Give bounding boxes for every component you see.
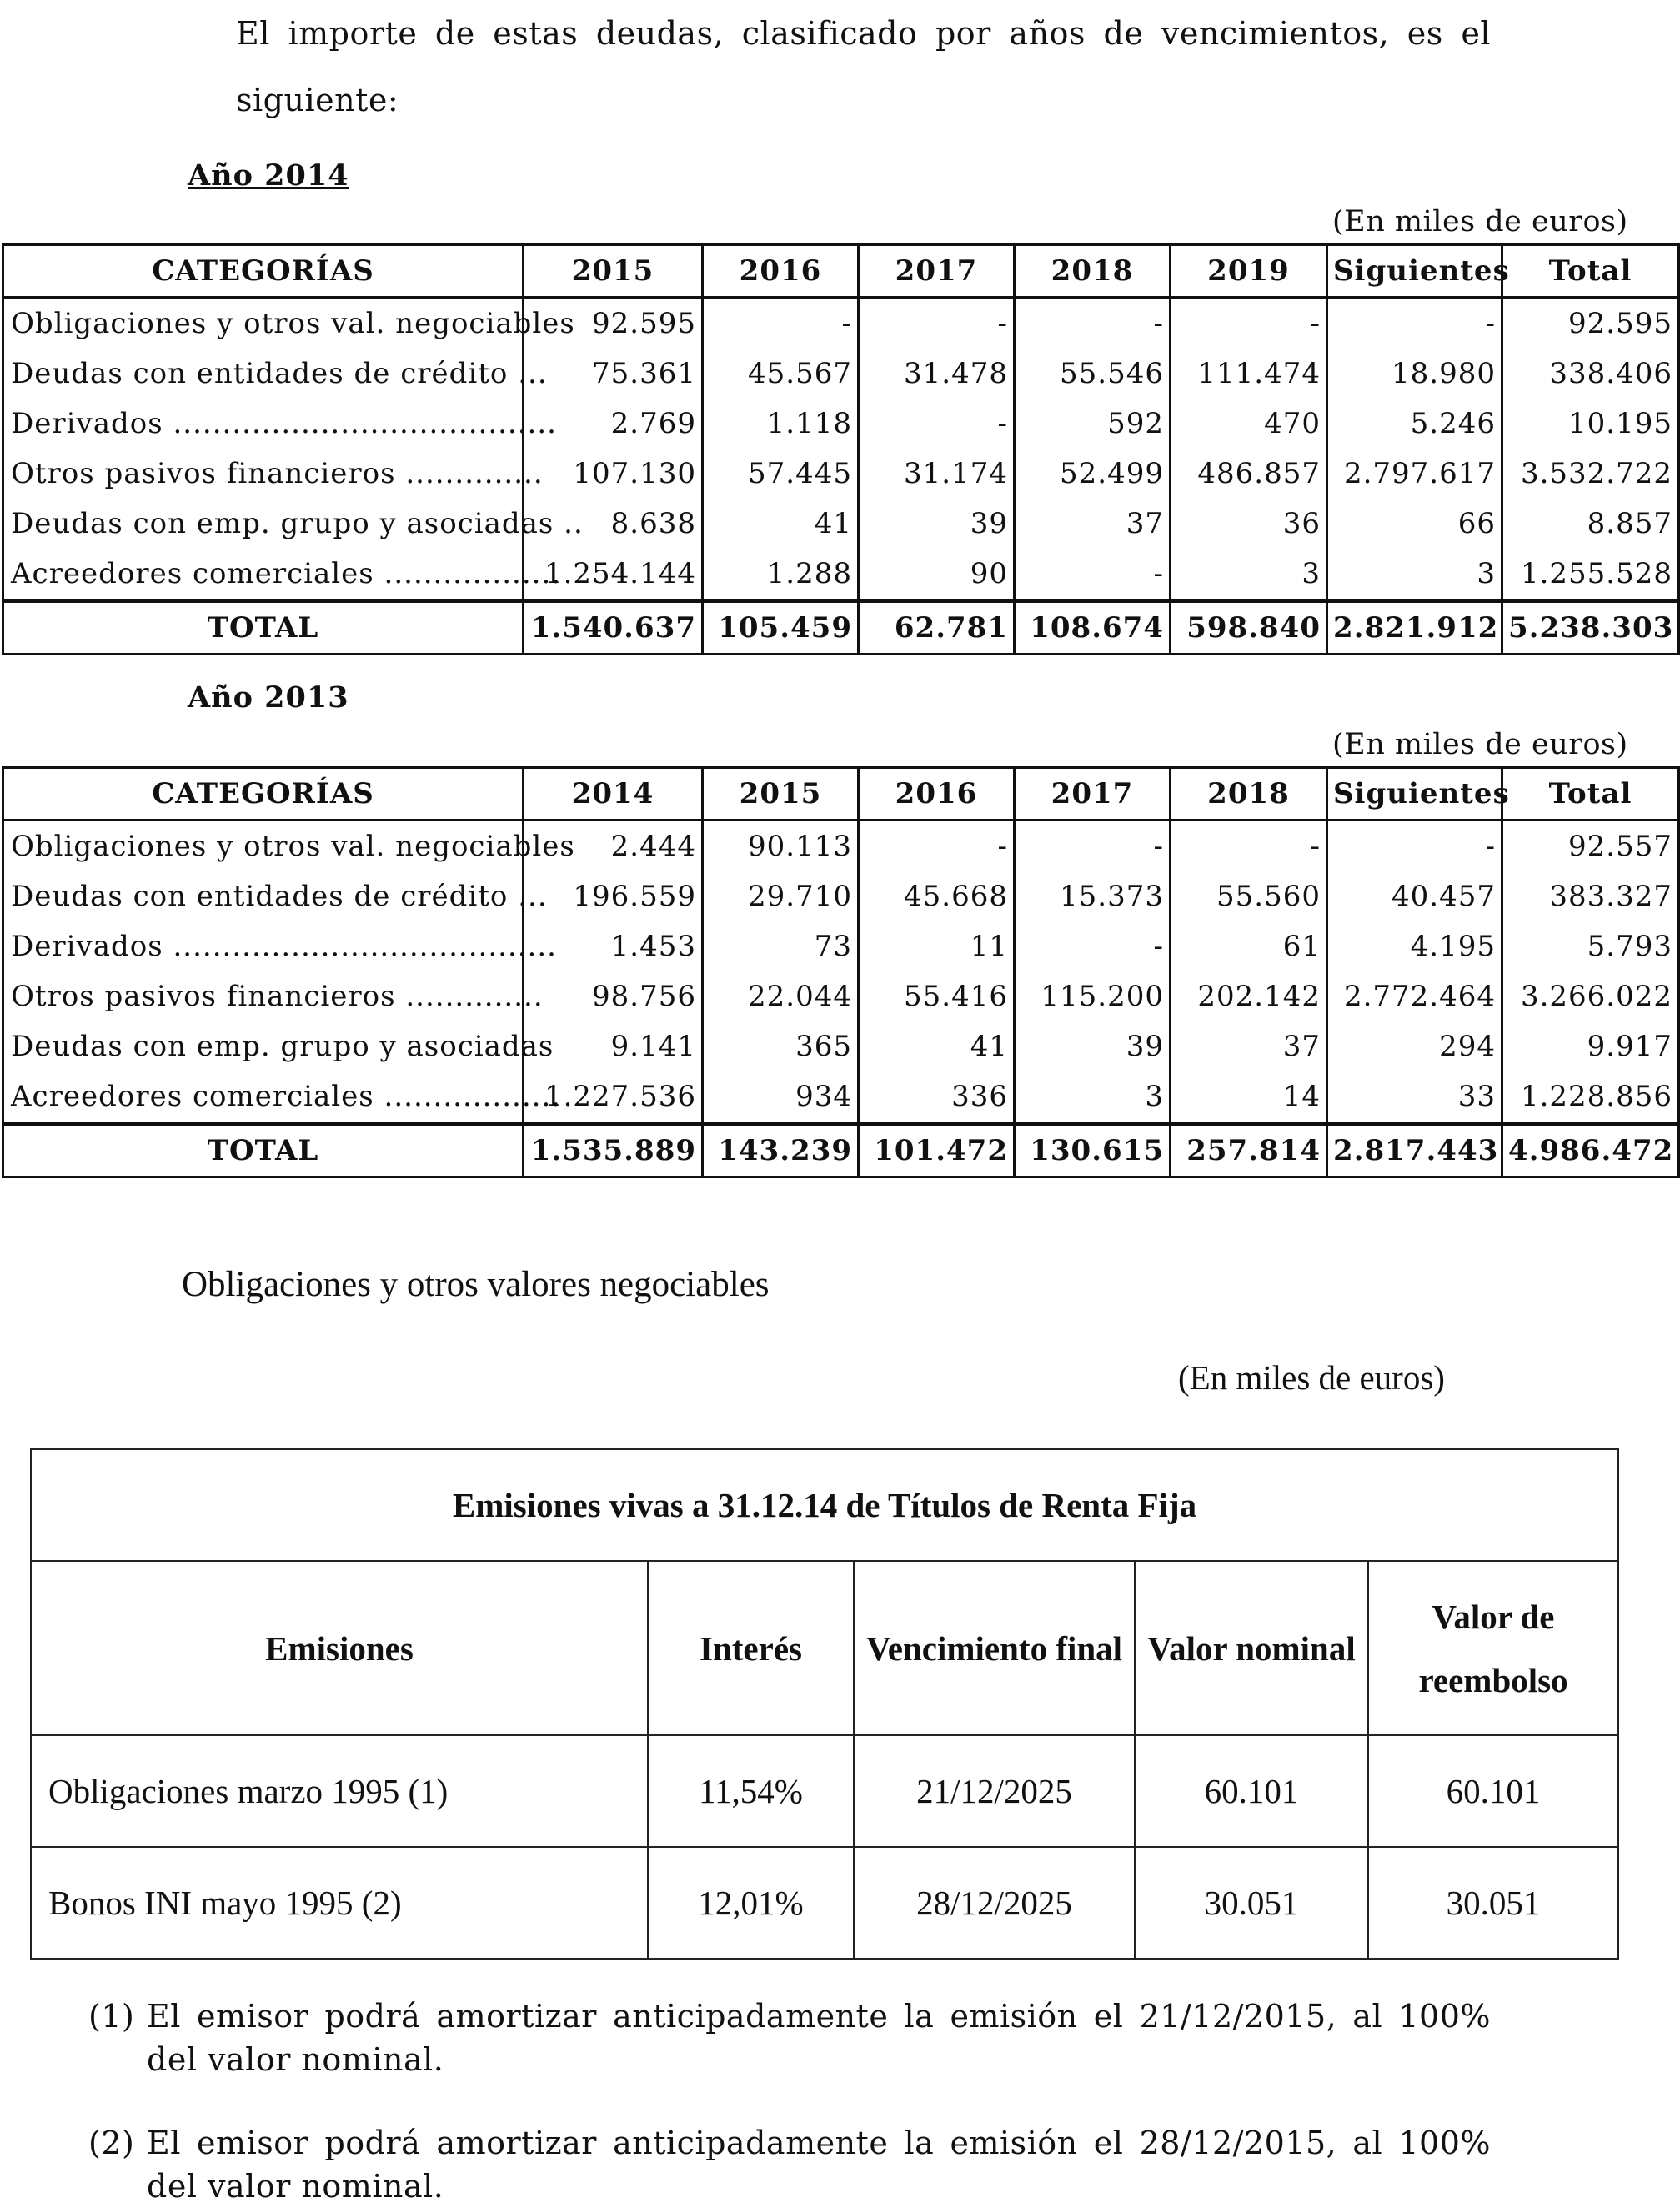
value-cell: 336	[859, 1071, 1015, 1124]
column-header: Total	[1502, 768, 1679, 820]
value-cell: 15.373	[1015, 871, 1171, 921]
value-cell: -	[1171, 820, 1327, 872]
value-cell: 1.255.528	[1502, 549, 1679, 601]
total-label: TOTAL	[3, 1124, 524, 1177]
emisiones-table	[30, 1448, 1619, 1960]
total-value: 108.674	[1015, 601, 1171, 655]
emisiones-column-header: Valor de reembolso	[1368, 1561, 1618, 1735]
value-cell: -	[1015, 921, 1171, 971]
value-cell: 9.141	[524, 1021, 703, 1071]
value-cell: 1.227.536	[524, 1071, 703, 1124]
table-row	[3, 349, 1679, 399]
value-cell: 5.793	[1502, 921, 1679, 971]
value-cell: 1.118	[703, 399, 859, 449]
column-header: 2016	[859, 768, 1015, 820]
emision-value: 60.101	[1368, 1735, 1618, 1847]
category-cell: Acreedores comerciales ..................	[3, 549, 524, 601]
value-cell: 52.499	[1015, 449, 1171, 499]
total-row	[3, 601, 1679, 655]
value-cell: 10.195	[1502, 399, 1679, 449]
emision-value: 28/12/2025	[854, 1847, 1135, 1959]
value-cell: 365	[703, 1021, 859, 1071]
column-header: Siguientes	[1327, 768, 1502, 820]
value-cell: 92.595	[524, 298, 703, 349]
value-cell: 2.797.617	[1327, 449, 1502, 499]
value-cell: 3	[1171, 549, 1327, 601]
unit-2013: (En miles de euros)	[1332, 728, 1628, 761]
total-value: 5.238.303	[1502, 601, 1679, 655]
column-header: CATEGORÍAS	[3, 768, 524, 820]
year-2013-label: Año 2013	[188, 680, 349, 715]
value-cell: 2.444	[524, 820, 703, 872]
total-row	[3, 1124, 1679, 1177]
column-header: Siguientes	[1327, 245, 1502, 298]
value-cell: 92.595	[1502, 298, 1679, 349]
category-cell: Deudas con entidades de crédito ...	[3, 349, 524, 399]
total-label: TOTAL	[3, 601, 524, 655]
footnote-2-number: (2)	[88, 2125, 135, 2161]
emision-value: 12,01%	[648, 1847, 854, 1959]
total-value: 1.535.889	[524, 1124, 703, 1177]
value-cell: 45.668	[859, 871, 1015, 921]
maturity-table-2013-total	[3, 1124, 1679, 1177]
value-cell: 41	[859, 1021, 1015, 1071]
category-cell: Deudas con entidades de crédito ...	[3, 871, 524, 921]
value-cell: 8.857	[1502, 499, 1679, 549]
table-row	[3, 449, 1679, 499]
maturity-table-2013-body	[3, 820, 1679, 1124]
maturity-table-2014-body	[3, 298, 1679, 601]
value-cell: 338.406	[1502, 349, 1679, 399]
header-row	[3, 245, 1679, 298]
value-cell: -	[1015, 549, 1171, 601]
value-cell: 1.453	[524, 921, 703, 971]
value-cell: -	[1327, 298, 1502, 349]
value-cell: 33	[1327, 1071, 1502, 1124]
value-cell: 90.113	[703, 820, 859, 872]
emision-value: 21/12/2025	[854, 1735, 1135, 1847]
unit-2014: (En miles de euros)	[1332, 205, 1628, 238]
emisiones-column-header: Valor nominal	[1135, 1561, 1368, 1735]
total-value: 105.459	[703, 601, 859, 655]
table-row	[3, 399, 1679, 449]
value-cell: 9.917	[1502, 1021, 1679, 1071]
intro-paragraph: El importe de estas deudas, clasificado por años de vencimientos, es el siguiente:	[236, 15, 1491, 118]
emision-value: 60.101	[1135, 1735, 1368, 1847]
maturity-table-2013	[2, 766, 1680, 1178]
value-cell: 36	[1171, 499, 1327, 549]
category-cell: Derivados .......................................	[3, 399, 524, 449]
value-cell: 3	[1327, 549, 1502, 601]
total-value: 2.821.912	[1327, 601, 1502, 655]
table-row	[3, 820, 1679, 872]
category-cell: Derivados .......................................	[3, 921, 524, 971]
table-row	[3, 1021, 1679, 1071]
table-row	[3, 871, 1679, 921]
table-row	[3, 298, 1679, 349]
value-cell: 45.567	[703, 349, 859, 399]
value-cell: 55.416	[859, 971, 1015, 1021]
category-cell: Obligaciones y otros val. negociables	[3, 820, 524, 872]
value-cell: 592	[1015, 399, 1171, 449]
emisiones-column-header: Interés	[648, 1561, 854, 1735]
value-cell: 22.044	[703, 971, 859, 1021]
maturity-table-2014-header	[3, 245, 1679, 298]
category-cell: Deudas con emp. grupo y asociadas	[3, 1021, 524, 1071]
column-header: CATEGORÍAS	[3, 245, 524, 298]
column-header: 2017	[859, 245, 1015, 298]
emision-value: 30.051	[1135, 1847, 1368, 1959]
value-cell: 1.288	[703, 549, 859, 601]
value-cell: 66	[1327, 499, 1502, 549]
value-cell: 3	[1015, 1071, 1171, 1124]
table-row	[3, 499, 1679, 549]
column-header: 2014	[524, 768, 703, 820]
category-cell: Obligaciones y otros val. negociables	[3, 298, 524, 349]
total-value: 2.817.443	[1327, 1124, 1502, 1177]
value-cell: 55.546	[1015, 349, 1171, 399]
footnote-2-text: El emisor podrá amortizar anticipadamente la emisión el 28/12/2015, al 100% del valor nominal.	[147, 2125, 1491, 2205]
maturity-table-2013-header	[3, 768, 1679, 820]
value-cell: -	[703, 298, 859, 349]
category-cell: Acreedores comerciales ..................	[3, 1071, 524, 1124]
value-cell: 3.532.722	[1502, 449, 1679, 499]
value-cell: 2.772.464	[1327, 971, 1502, 1021]
value-cell: 5.246	[1327, 399, 1502, 449]
emisiones-column-header: Emisiones	[31, 1561, 648, 1735]
value-cell: -	[859, 820, 1015, 872]
column-header: 2018	[1015, 245, 1171, 298]
value-cell: 115.200	[1015, 971, 1171, 1021]
value-cell: 107.130	[524, 449, 703, 499]
total-value: 130.615	[1015, 1124, 1171, 1177]
value-cell: 31.478	[859, 349, 1015, 399]
maturity-table-2014-total	[3, 601, 1679, 655]
footnote-2	[88, 2121, 1491, 2208]
value-cell: 2.769	[524, 399, 703, 449]
value-cell: 8.638	[524, 499, 703, 549]
category-cell: Deudas con emp. grupo y asociadas ..	[3, 499, 524, 549]
value-cell: 57.445	[703, 449, 859, 499]
category-cell: Otros pasivos financieros ..............	[3, 971, 524, 1021]
value-cell: 202.142	[1171, 971, 1327, 1021]
footnote-1	[88, 1995, 1491, 2081]
value-cell: 37	[1171, 1021, 1327, 1071]
table-row	[3, 1071, 1679, 1124]
value-cell: 29.710	[703, 871, 859, 921]
total-value: 101.472	[859, 1124, 1015, 1177]
value-cell: 3.266.022	[1502, 971, 1679, 1021]
value-cell: 18.980	[1327, 349, 1502, 399]
value-cell: 41	[703, 499, 859, 549]
table-row	[3, 971, 1679, 1021]
value-cell: 37	[1015, 499, 1171, 549]
value-cell: 39	[1015, 1021, 1171, 1071]
value-cell: 4.195	[1327, 921, 1502, 971]
value-cell: 39	[859, 499, 1015, 549]
column-header: 2019	[1171, 245, 1327, 298]
value-cell: 294	[1327, 1021, 1502, 1071]
value-cell: 73	[703, 921, 859, 971]
value-cell: 1.228.856	[1502, 1071, 1679, 1124]
emision-row	[31, 1735, 1618, 1847]
emisiones-column-header: Vencimiento final	[854, 1561, 1135, 1735]
emision-name: Obligaciones marzo 1995 (1)	[31, 1735, 648, 1847]
value-cell: 98.756	[524, 971, 703, 1021]
value-cell: 31.174	[859, 449, 1015, 499]
emision-value: 11,54%	[648, 1735, 854, 1847]
value-cell: 90	[859, 549, 1015, 601]
column-header: 2017	[1015, 768, 1171, 820]
column-header: 2018	[1171, 768, 1327, 820]
total-value: 1.540.637	[524, 601, 703, 655]
emision-name: Bonos INI mayo 1995 (2)	[31, 1847, 648, 1959]
total-value: 598.840	[1171, 601, 1327, 655]
value-cell: 61	[1171, 921, 1327, 971]
column-header: 2015	[703, 768, 859, 820]
maturity-table-2014	[2, 243, 1680, 655]
value-cell: 14	[1171, 1071, 1327, 1124]
value-cell: 111.474	[1171, 349, 1327, 399]
table-row	[3, 921, 1679, 971]
value-cell: -	[859, 298, 1015, 349]
section-unit: (En miles de euros)	[1178, 1358, 1445, 1397]
total-value: 62.781	[859, 601, 1015, 655]
value-cell: 92.557	[1502, 820, 1679, 872]
section-title: Obligaciones y otros valores negociables	[182, 1265, 770, 1304]
category-cell: Otros pasivos financieros ..............	[3, 449, 524, 499]
value-cell: 934	[703, 1071, 859, 1124]
value-cell: 486.857	[1171, 449, 1327, 499]
footnote-1-text: El emisor podrá amortizar anticipadamente la emisión el 21/12/2015, al 100% del valor nominal.	[147, 1998, 1491, 2078]
emisiones-caption: Emisiones vivas a 31.12.14 de Títulos de Renta Fija	[31, 1449, 1618, 1561]
emisiones-body	[31, 1735, 1618, 1959]
column-header: Total	[1502, 245, 1679, 298]
column-header: 2016	[703, 245, 859, 298]
value-cell: 196.559	[524, 871, 703, 921]
value-cell: 75.361	[524, 349, 703, 399]
total-value: 143.239	[703, 1124, 859, 1177]
value-cell: -	[1015, 820, 1171, 872]
value-cell: 11	[859, 921, 1015, 971]
footnote-1-number: (1)	[88, 1998, 135, 2035]
total-value: 4.986.472	[1502, 1124, 1679, 1177]
emision-row	[31, 1847, 1618, 1959]
value-cell: 1.254.144	[524, 549, 703, 601]
value-cell: -	[1015, 298, 1171, 349]
value-cell: 55.560	[1171, 871, 1327, 921]
emisiones-header-row	[31, 1561, 1618, 1735]
value-cell: 40.457	[1327, 871, 1502, 921]
year-2014-label: Año 2014	[188, 158, 349, 193]
value-cell: -	[1327, 820, 1502, 872]
total-value: 257.814	[1171, 1124, 1327, 1177]
value-cell: -	[1171, 298, 1327, 349]
value-cell: 470	[1171, 399, 1327, 449]
value-cell: -	[859, 399, 1015, 449]
header-row	[3, 768, 1679, 820]
column-header: 2015	[524, 245, 703, 298]
table-row	[3, 549, 1679, 601]
value-cell: 383.327	[1502, 871, 1679, 921]
emision-value: 30.051	[1368, 1847, 1618, 1959]
